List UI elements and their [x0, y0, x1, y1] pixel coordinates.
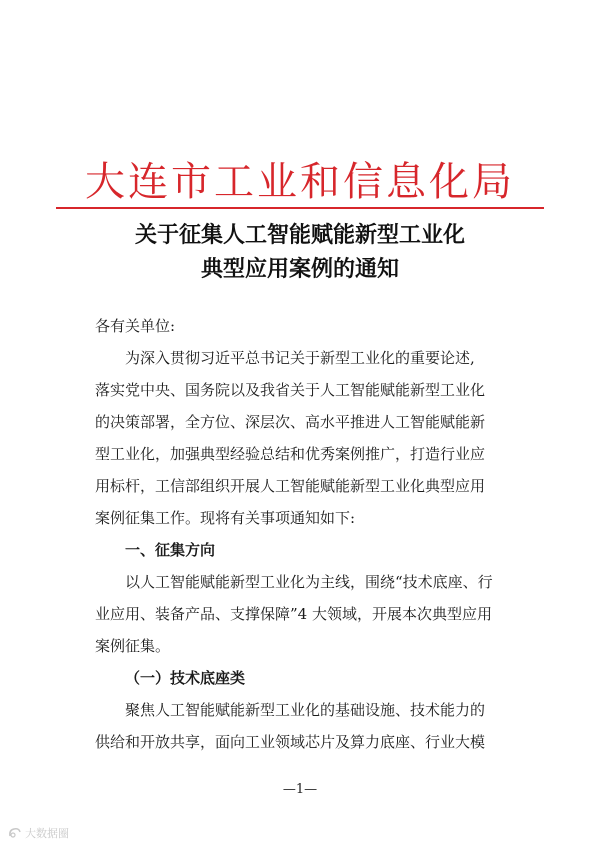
paragraph-1-line-3: 的决策部署，全方位、深层次、高水平推进人工智能赋能新	[95, 413, 486, 431]
paragraph-1-line-2: 落实党中央、国务院以及我省关于人工智能赋能新型工业化	[95, 381, 486, 399]
notice-body	[95, 310, 515, 758]
watermark-logo-icon	[8, 827, 22, 839]
notice-title-line-1: 关于征集人工智能赋能新型工业化	[134, 222, 465, 248]
paragraph-3-line-2: 供给和开放共享，面向工业领域芯片及算力底座、行业大模	[95, 733, 486, 751]
subsection-heading-1: （一）技术底座类	[125, 669, 246, 687]
page-number: —1—	[282, 782, 318, 797]
paragraph-1-line-5: 用标杆，工信部组织开展人工智能赋能新型工业化典型应用	[95, 477, 486, 495]
paragraph-1-line-6: 案例征集工作。现将有关事项通知如下:	[95, 509, 356, 527]
red-header-divider	[56, 207, 544, 209]
paragraph-3-line-1: 聚焦人工智能赋能新型工业化的基础设施、技术能力的	[125, 701, 486, 719]
section-heading-1: 一、征集方向	[125, 541, 216, 559]
watermark-text: 大数据圈	[25, 827, 69, 840]
salutation: 各有关单位:	[95, 317, 176, 335]
paragraph-2-line-3: 案例征集。	[95, 637, 171, 655]
notice-title-line-2: 典型应用案例的通知	[200, 256, 399, 282]
issuing-organization-title: 大连市工业和信息化局	[85, 159, 515, 205]
paragraph-2-line-1: 以人工智能赋能新型工业化为主线，围绕“技术底座、行	[125, 573, 493, 591]
paragraph-1-line-4: 型工业化，加强典型经验总结和优秀案例推广，打造行业应	[95, 445, 486, 463]
watermark	[8, 824, 69, 842]
paragraph-1-line-1: 为深入贯彻习近平总书记关于新型工业化的重要论述,	[125, 349, 475, 367]
paragraph-2-line-2: 业应用、装备产品、支撑保障”4 大领域，开展本次典型应用	[95, 605, 492, 623]
notice-title	[0, 218, 600, 286]
